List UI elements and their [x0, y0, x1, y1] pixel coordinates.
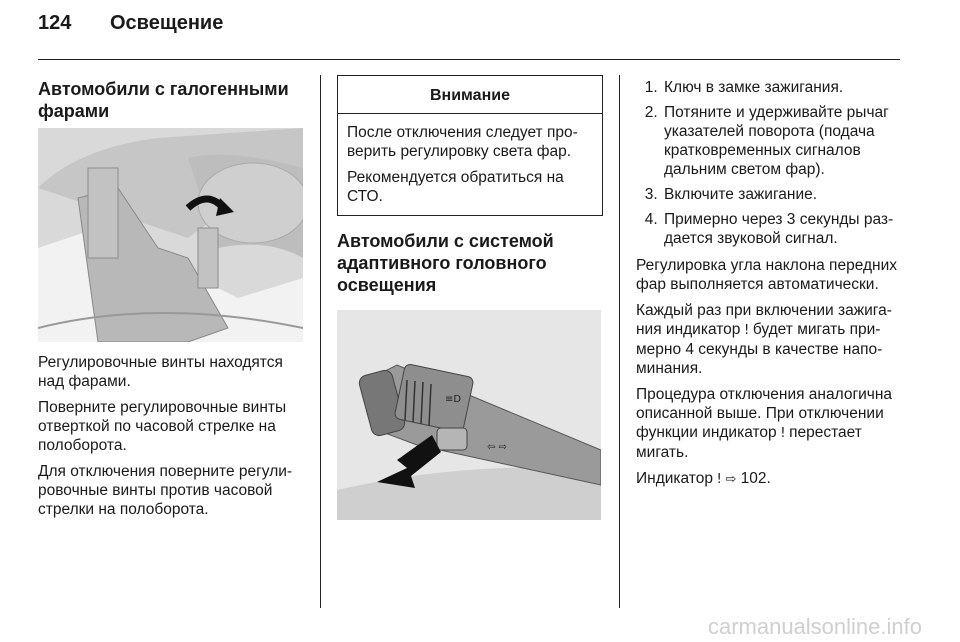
page-header — [38, 12, 223, 35]
step-4: 4. Примерно через 3 секунды раздается звуковой сигнал. — [662, 210, 906, 248]
headlamp-engine-bay-drawing — [38, 128, 303, 342]
step-2: 2. Потяните и удерживайте рычаг указателей поворота (подача кратковременных сигналов дальним светом фар). — [662, 103, 906, 179]
afl-indicator-icon: ǃ — [744, 323, 749, 338]
left-paragraph-2: Поверните регулировочные винты отверткой по часовой стрелке на полоборота. — [38, 399, 287, 454]
afl-indicator-icon: ǃ — [717, 472, 722, 487]
svg-text:≡D: ≡D — [445, 394, 462, 405]
left-column — [38, 78, 306, 526]
right-paragraph-1: Регулировка угла наклона передних фар выполняется автоматически. — [636, 257, 897, 293]
page-reference-arrow-icon: ⇨ — [725, 472, 737, 487]
column-divider-2 — [619, 75, 620, 608]
column-divider-1 — [320, 75, 321, 608]
right-paragraph-2: Каждый раз при включении зажигания индикатор ǃ будет мигать примерно 4 секунды в качестве напоминания. — [636, 302, 892, 377]
watermark: carmanualsonline.info — [707, 614, 922, 639]
turn-signal-lever-illustration — [337, 310, 601, 520]
step-3: 3. Включите зажигание. — [662, 185, 906, 204]
steps-list — [636, 78, 906, 248]
lever-drawing — [337, 310, 601, 520]
warning-title: Внимание — [338, 76, 602, 114]
svg-text:⇦ ⇨: ⇦ ⇨ — [487, 442, 507, 453]
header-rule — [38, 59, 900, 60]
right-paragraph-3: Процедура отключения аналогична описанной выше. При отключении функции индикатор ǃ перестает мигать. — [636, 386, 893, 461]
warning-paragraph-1: После отключения следует проверить регулировку света фар. — [347, 124, 578, 160]
headlamp-adjust-illustration — [38, 128, 303, 342]
page-title: Освещение — [110, 12, 224, 34]
page-number: 124 — [38, 12, 72, 34]
warning-paragraph-2: Рекомендуется обратиться на СТО. — [347, 169, 564, 205]
section-heading-adaptive: Автомобили с системой адаптивного головного освещения — [337, 231, 554, 295]
step-1: 1. Ключ в замке зажигания. — [662, 78, 906, 97]
section-heading-halogen: Автомобили с галогенными фарами — [38, 79, 289, 121]
right-paragraph-4: Индикатор ǃ ⇨ 102. — [636, 470, 771, 487]
warning-box — [337, 75, 603, 216]
middle-column — [337, 75, 603, 520]
left-paragraph-1: Регулировочные винты находятся над фарами. — [38, 354, 283, 390]
left-paragraph-3: Для отключения поверните регулировочные винты против часовой стрелки на полоборота. — [38, 463, 293, 518]
afl-indicator-icon: ǃ — [780, 426, 785, 441]
right-column — [636, 78, 906, 496]
